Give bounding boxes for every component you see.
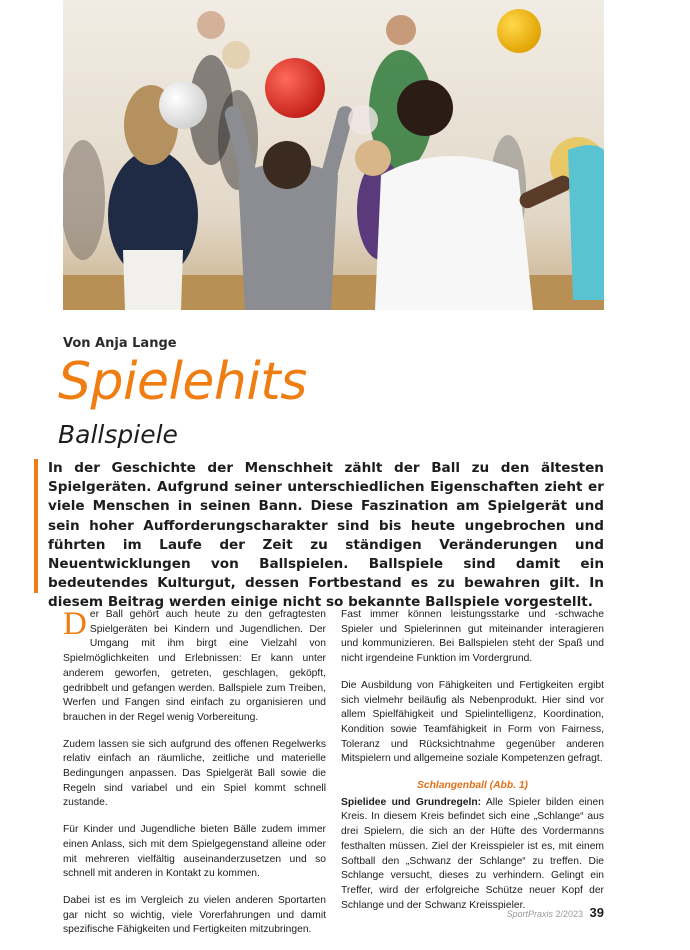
hero-photo bbox=[63, 0, 604, 310]
article-subtitle: Ballspiele bbox=[58, 420, 178, 449]
paragraph bbox=[341, 796, 604, 914]
page-number: 39 bbox=[589, 905, 604, 920]
article-title: Spielehits bbox=[58, 352, 307, 412]
paragraph-text: er Ball gehört auch heute zu den gefragtesten Spielgeräten bei Kindern und Jugendlichen. Der Umgang mit ihm birgt eine Vielzahl von Spielmöglichkeiten und Erlebnissen: Er kann unter anderem geworfen, getreten, geschlagen, geköpft, gedribbelt und gefangen werden. Ballspiele zum Treiben, Werfen und Fangen sind einfach zu organisieren und brauchen in der Regel wenig Vorbereitung. bbox=[63, 609, 326, 723]
paragraph: Die Ausbildung von Fähigkeiten und Fertigkeiten ergibt sich vielmehr beiläufig als Nebenprodukt. Hier sind vor allem Spielfähigkeit und Spielintelligenz, Koordination, Kondition sowie Teamfähigkeit in Form von Fairness, Toleranz und Rücksichtnahme gegenüber anderen Mitspielern und allgemeine soziale Kompetenzen gefragt. bbox=[341, 679, 604, 765]
children-ball-game-illustration bbox=[63, 0, 604, 310]
drop-cap: D bbox=[63, 606, 87, 642]
paragraph: Fast immer können leistungsstarke und -schwache Spieler und Spielerinnen gut miteinander interagieren und kommunizieren. Bei Ballspielen steht der Spaß und nicht irgendeine Funktion im Vordergrund. bbox=[341, 609, 604, 665]
lead-accent-bar bbox=[34, 459, 38, 593]
right-column bbox=[341, 608, 604, 925]
lead-paragraph: In der Geschichte der Menschheit zählt der Ball zu den ältesten Spielgeräten. Aufgrund seiner unterschiedlichen Eigenschaften zieht er viele Menschen in seinen Bann. Diese Faszination am Spielgerät und sein hoher Aufforderungscharakter sind bis heute ungebrochen und führten im Laufe der Zeit zu ständigen Veränderungen und Neuentwicklungen von Ballspielen. Ballspiele sind damit ein bedeutendes Kulturgut, dessen Fortbestand es zu bewahren gilt. In diesem Beitrag werden einige nicht so bekannte Ballspiele vorgestellt. bbox=[48, 460, 604, 611]
paragraph-lead-in: Spielidee und Grundregeln: bbox=[341, 796, 482, 808]
paragraph: Für Kinder und Jugendliche bieten Bälle zudem immer einen Anlass, sich mit dem Spielgegenstand alleine oder mit mehreren vielfältig auseinanderzusetzen und so schnell mit anderen in Kontakt zu kommen. bbox=[63, 824, 326, 880]
left-column bbox=[63, 608, 326, 950]
paragraph: Zudem lassen sie sich aufgrund des offenen Regelwerks relativ einfach an räumliche, zeitliche und materielle Bedingungen anpassen. Das Spielgerät Ball sowie die Regeln sind variabel und ein Spiel kommt schnell zustande. bbox=[63, 738, 326, 809]
author-byline: Von Anja Lange bbox=[63, 336, 177, 351]
paragraph: Dabei ist es im Vergleich zu vielen anderen Sportarten gar nicht so wichtig, viele Vorerfahrungen und damit spezifische Fähigkeiten und Fertigkeiten mitzubringen. bbox=[63, 894, 326, 936]
magazine-name: SportPraxis bbox=[506, 909, 553, 919]
paragraph-text: Alle Spieler bilden einen Kreis. In diesem Kreis befindet sich eine „Schlange“ aus drei Spielern, die sich an der Hüfte des Vordermanns festhalten müssen. Ziel der Kreisspieler ist es, mit einem Softball den „Schwanz der Schlange“ zu treffen. Die Schlange versucht, dieses zu verhindern. Gelingt ein Treffer, wird der erfolgreiche Schütze neuer Kopf der Schlange und der Schwanz Kreisspieler. bbox=[341, 796, 604, 911]
section-heading: Schlangenball (Abb. 1) bbox=[417, 780, 528, 792]
page-footer bbox=[506, 905, 604, 920]
issue-number: 2/2023 bbox=[555, 909, 584, 919]
paragraph bbox=[63, 608, 326, 726]
